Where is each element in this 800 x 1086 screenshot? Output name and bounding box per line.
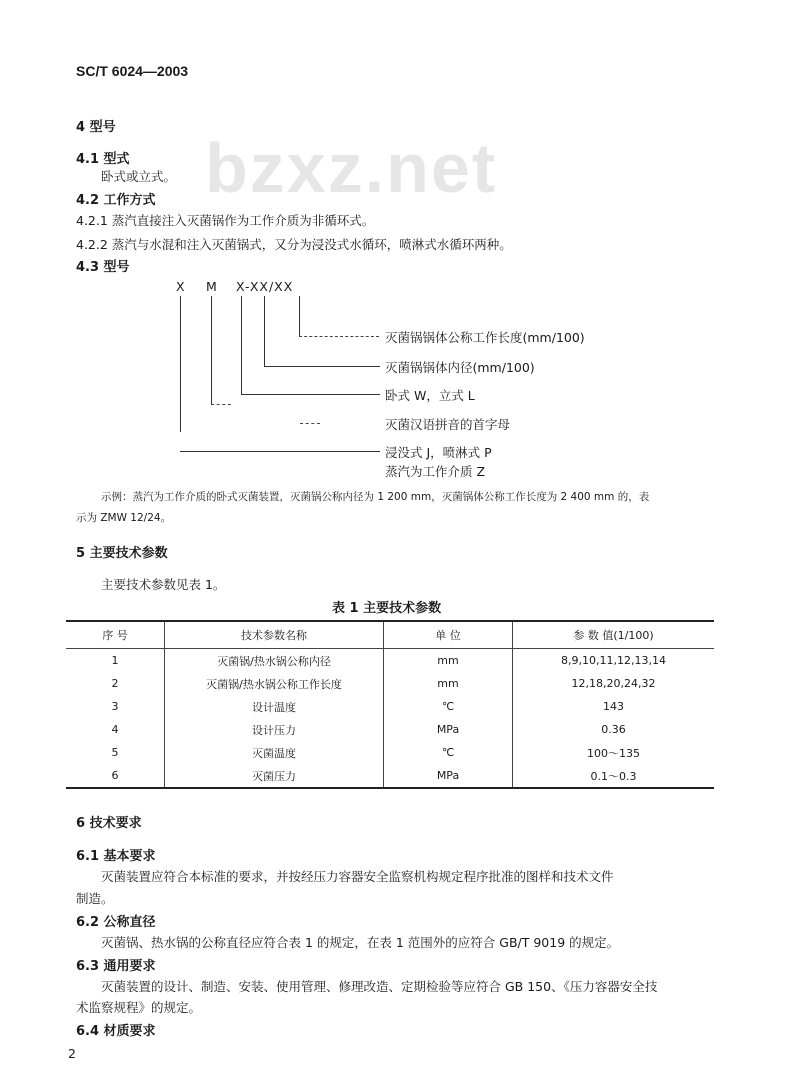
table-cell: MPa (384, 764, 513, 788)
diagram-line (211, 296, 212, 404)
standard-code: SC/T 6024—2003 (76, 63, 189, 79)
section-4-2-1-text: 4.2.1 蒸汽直接注入灭菌锅作为工作介质为非循环式。 (76, 213, 375, 228)
diagram-line (264, 296, 265, 366)
section-6-1-line2: 制造。 (76, 891, 114, 906)
model-legend-diameter: 灭菌锅锅体内径(mm/100) (385, 360, 535, 375)
table-cell: 8,9,10,11,12,13,14 (513, 649, 715, 673)
column-header: 参 数 值(1/100) (513, 621, 715, 649)
table-cell: 灭菌压力 (165, 764, 384, 788)
model-legend-length: 灭菌锅锅体公称工作长度(mm/100) (385, 330, 585, 345)
diagram-line (264, 366, 380, 367)
section-4-2-2-text: 4.2.2 蒸汽与水混和注入灭菌锅式，又分为浸没式水循环，喷淋式水循环两种。 (76, 237, 512, 252)
section-6-2-title: 6.2 公称直径 (76, 915, 156, 930)
table-cell: 1 (66, 649, 165, 673)
section-5-intro: 主要技术参数见表 1。 (101, 577, 226, 592)
table-cell: 设计压力 (165, 718, 384, 741)
diagram-line (241, 394, 380, 395)
table-cell: 灭菌温度 (165, 741, 384, 764)
section-6-1-line1: 灭菌装置应符合本标准的要求，并按经压力容器安全监察机构规定程序批准的图样和技术文件 (101, 869, 614, 884)
table-header-row (66, 621, 714, 649)
table-cell: MPa (384, 718, 513, 741)
table-cell: 4 (66, 718, 165, 741)
section-4-2-title: 4.2 工作方式 (76, 193, 156, 208)
table-row (66, 695, 714, 718)
diagram-line (299, 296, 300, 336)
section-4-1-title: 4.1 型式 (76, 152, 130, 167)
table-cell: 100～135 (513, 741, 715, 764)
table-cell: ℃ (384, 741, 513, 764)
table-cell: 3 (66, 695, 165, 718)
model-code-part-x: X (176, 279, 185, 294)
column-header: 技术参数名称 (165, 621, 384, 649)
table-cell: 0.1～0.3 (513, 764, 715, 788)
diagram-line (211, 404, 231, 405)
section-6-title: 6 技术要求 (76, 816, 142, 831)
table-cell: ℃ (384, 695, 513, 718)
model-legend-orientation: 卧式 W，立式 L (385, 388, 475, 403)
table-cell: 143 (513, 695, 715, 718)
table-cell: 灭菌锅/热水锅公称内径 (165, 649, 384, 673)
section-6-3-title: 6.3 通用要求 (76, 959, 156, 974)
table-cell: 5 (66, 741, 165, 764)
column-header: 单 位 (384, 621, 513, 649)
diagram-line (299, 336, 379, 337)
table-caption: 表 1 主要技术参数 (332, 601, 442, 616)
column-header: 序 号 (66, 621, 165, 649)
model-legend-initial: 灭菌汉语拼音的首字母 (385, 417, 511, 432)
table-row (66, 741, 714, 764)
table-row (66, 718, 714, 741)
diagram-line (180, 451, 380, 452)
table-cell: 6 (66, 764, 165, 788)
model-code-part-m: M (206, 279, 217, 294)
diagram-line (300, 423, 320, 424)
section-6-3-line1: 灭菌装置的设计、制造、安装、使用管理、修理改造、定期检验等应符合 GB 150、《压力容器安全技 (101, 979, 658, 994)
table-cell: mm (384, 672, 513, 695)
table-row (66, 764, 714, 788)
page-number: 2 (68, 1046, 76, 1061)
table-cell: 2 (66, 672, 165, 695)
table-row (66, 649, 714, 673)
section-6-4-title: 6.4 材质要求 (76, 1024, 156, 1039)
model-example-line2: 示为 ZMW 12/24。 (76, 512, 172, 524)
table-cell: mm (384, 649, 513, 673)
diagram-line (241, 296, 242, 394)
section-4-title: 4 型号 (76, 120, 116, 135)
table-row (66, 672, 714, 695)
diagram-line (180, 296, 181, 432)
section-6-2-text: 灭菌锅、热水锅的公称直径应符合表 1 的规定，在表 1 范围外的应符合 GB/T 9019 的规定。 (101, 935, 620, 950)
table-cell: 设计温度 (165, 695, 384, 718)
section-6-3-line2: 术监察规程》的规定。 (76, 1000, 202, 1015)
section-4-1-text: 卧式或立式。 (101, 169, 177, 184)
model-legend-medium: 蒸汽为工作介质 Z (385, 464, 486, 479)
section-4-3-title: 4.3 型号 (76, 260, 130, 275)
model-code-part-rest: X-XX/XX (236, 279, 294, 294)
table-cell: 0.36 (513, 718, 715, 741)
model-legend-circulation: 浸没式 J，喷淋式 P (385, 445, 492, 460)
model-example-line1: 示例：蒸汽为工作介质的卧式灭菌装置，灭菌锅公称内径为 1 200 mm，灭菌锅体公称工作长度为 2 400 mm 的，表 (101, 491, 650, 503)
watermark-text: bzxz.net (205, 129, 498, 207)
section-6-1-title: 6.1 基本要求 (76, 849, 156, 864)
table-cell: 12,18,20,24,32 (513, 672, 715, 695)
spec-table (66, 620, 714, 789)
table-cell: 灭菌锅/热水锅公称工作长度 (165, 672, 384, 695)
section-5-title: 5 主要技术参数 (76, 546, 168, 561)
